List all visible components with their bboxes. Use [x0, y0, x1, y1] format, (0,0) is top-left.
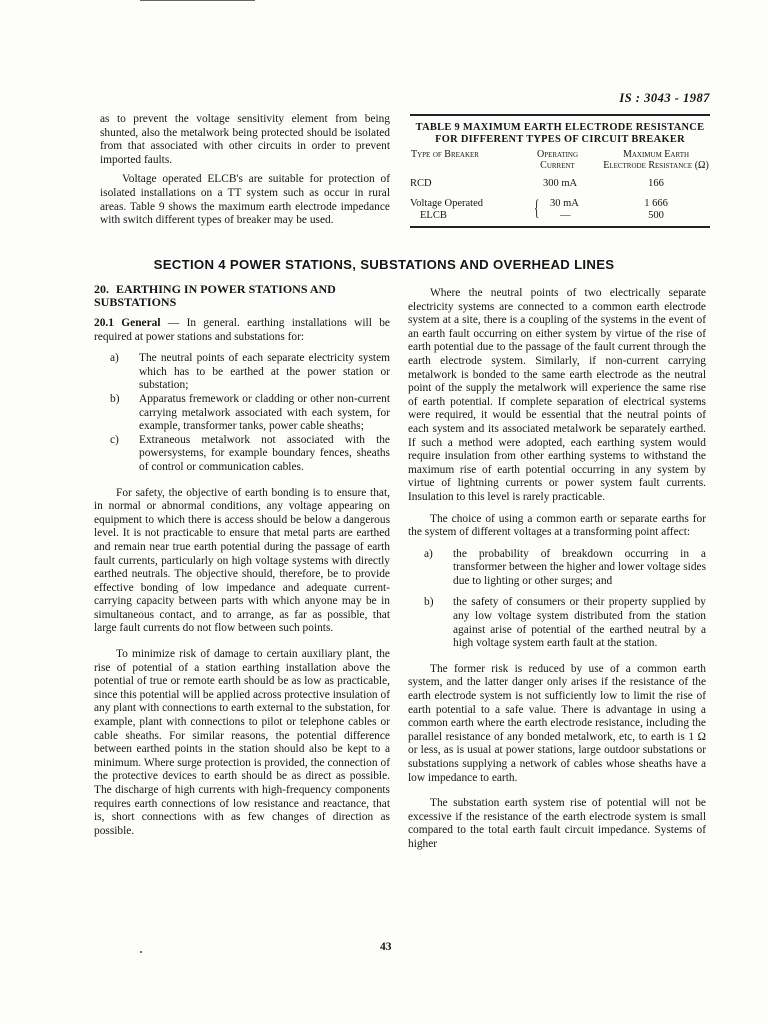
subclause-text: — In general. earthing installations will be required at power stations and substations for: — [94, 317, 390, 343]
list-item-label: a) — [424, 547, 433, 560]
paragraph: The choice of using a common earth or separate earths for the system of different voltages at a transforming point affect: — [408, 512, 706, 539]
table-cell-current: 300 mA — [542, 178, 578, 189]
paragraph: Voltage operated ELCB's are suitable for protection of isolated installations on a TT system such as occur in rural areas. Table 9 shows the maximum earth electrode impedance with switch different types of breaker may be used. — [100, 173, 390, 227]
table-cell-current — [518, 192, 602, 222]
left-column — [94, 283, 390, 838]
table-cell-resistance — [602, 192, 710, 222]
list-item-label: b) — [424, 596, 434, 609]
table-header-type: Type of Breaker — [411, 149, 479, 160]
standard-number: IS : 3043 - 1987 — [619, 91, 710, 105]
subclause-label: 20.1 General — [94, 317, 161, 329]
paragraph: For safety, the objective of earth bonding is to ensure that, in normal or abnormal conditions, any voltage appearing on equipment to which there is access should be below a dangerous level. It is not practicable to ensure that metal parts are earthed and remain near true earth potential during the passage of earth fault currents, particularly on high voltage systems with directly earthed neutrals. The objective should, therefore, be to provide effective bonding of low impedance and adequate current-carrying capacity between parts with which anyone may be in simultaneous contact, and to arrange, as far as possible, that large fault currents do not flow between such points. — [94, 486, 390, 635]
table-cell-resistance: 166 — [648, 178, 664, 189]
list-item-text: Extraneous metalwork not associated with the powersystems, for example boundary fences, sheaths of control or communication cables. — [139, 433, 390, 473]
list-item — [94, 352, 390, 393]
earthing-list — [94, 352, 390, 474]
paragraph: The substation earth system rise of potential will not be excessive if the resistance of the earth electrode system is small compared to the total earth fault circuit impedance. Systems of higher — [408, 797, 706, 850]
table-header-current: Operating Current — [536, 149, 579, 171]
page-number: 43 — [380, 941, 392, 953]
top-left-text — [100, 113, 390, 228]
table-cell-type — [410, 192, 518, 222]
clause-20-heading — [94, 283, 390, 309]
section-heading: SECTION 4 POWER STATIONS, SUBSTATIONS AND OVERHEAD LINES — [153, 257, 615, 272]
list-item-label: a) — [110, 352, 119, 365]
list-item — [94, 434, 390, 475]
top-rule — [140, 0, 255, 1]
table-bottom-rule — [410, 226, 710, 228]
paragraph: To minimize risk of damage to certain auxiliary plant, the rise of potential of a station earthing installation above the potential of true or remote earth should be as low as practicable, since this potential will be applied across protective insulation of any plant with connections to earth external to the substation, for example, plant with connections to pilot or telephone cables or cable sheaths. For similar reasons, the potential difference between earthed points in the station should also be kept to a minimum. Where surge protection is provided, the connection of the protective devices to earth should be as direct as possible. The discharge of high currents with high-frequency components requires earth connections of low resistance and reactance, that is, short connections with as few changes of direction as possible. — [94, 648, 390, 837]
table-cell-line: Voltage Operated — [410, 198, 483, 209]
table-top-rule — [410, 114, 710, 116]
table-cell-line: 30 mA — [550, 198, 579, 209]
paragraph: as to prevent the voltage sensitivity element from being shunted, also the metalwork being protected should be isolated from that associated with other circuits in order to prevent imported faults. — [100, 113, 390, 166]
list-item — [408, 548, 706, 589]
table-cell-line: 1 666 — [644, 198, 668, 209]
right-column — [408, 287, 706, 852]
paragraph: The former risk is reduced by use of a common earth system, and the latter danger only arises if the resistance of the earth electrode system is not sufficiently low to limit the rise of earth potential to a safe value. There is advantage in using a common earth where the earth electrode resistance, including the parallel resistance of any bonded metalwork, etc, to earth is 1 Ω or less, as is usual at power stations, large outdoor substations or substations supplying a network of cables whose sheaths have a low impedance to earth. — [408, 662, 706, 784]
table-header-resistance: Maximum Earth Electrode Resistance (Ω) — [603, 149, 709, 171]
table-cell-line: 500 — [648, 210, 664, 221]
table-cell-type: RCD — [410, 178, 432, 189]
table-cell-line: — — [560, 210, 571, 221]
list-item-text: Apparatus fremework or cladding or other non-current carrying metalwork associated with each system, for example, transformer tanks, power cable sheaths; — [139, 392, 390, 433]
heading-text: EARTHING IN POWER STATIONS AND SUBSTATIONS — [94, 282, 336, 309]
risk-list — [408, 548, 706, 651]
list-item — [94, 393, 390, 434]
paragraph: Where the neutral points of two electrically separate electricity systems are connected to a common earth electrode system at a site, there is a coupling of the systems in the event of an earth fault occurring on either system by virtue of the rise of earth potential due to the passage of the fault current through the earth electrode system. Similarly, if non-current carrying metalwork is bonded to the same earth electrode as the neutral point of the supply the metalwork will experience the same rise of earth potential. If complete separation of electrical systems were required, it would be essential that the neutral points of each system and its associated metalwork be separately earthed. If such a method were adopted, each earthing system would require insulation from other earthing systems to withstand the maximum rise of earth potential occurring in any system by virtue of lightning currents or power system fault currents. Insulation to this level is rarely practicable. — [408, 287, 706, 503]
table-grid — [410, 145, 710, 222]
list-item-label: b) — [110, 392, 120, 405]
ink-dot — [140, 951, 142, 953]
list-item-text: the safety of consumers or their property supplied by any low voltage system distributed from the station against arise of potential of the earthed neutral by a high voltage system earth fault at the station. — [453, 596, 706, 650]
table-cell-line: ELCB — [420, 210, 447, 221]
brace: { — [534, 195, 540, 220]
table-9 — [410, 114, 710, 228]
heading-number: 20. — [94, 282, 109, 296]
list-item — [408, 596, 706, 650]
table-title: TABLE 9 MAXIMUM EARTH ELECTRODE RESISTANCE FOR DIFFERENT TYPES OF CIRCUIT BREAKER — [415, 122, 705, 145]
list-item-text: the probability of breakdown occurring in a transformer between the higher and lower voltage sides due to lighting or other surges; and — [453, 547, 706, 587]
list-item-text: The neutral points of each separate electricity system which has to be earthed at the power station or substation; — [139, 352, 390, 392]
list-item-label: c) — [110, 433, 119, 446]
clause-20-1 — [94, 317, 390, 344]
